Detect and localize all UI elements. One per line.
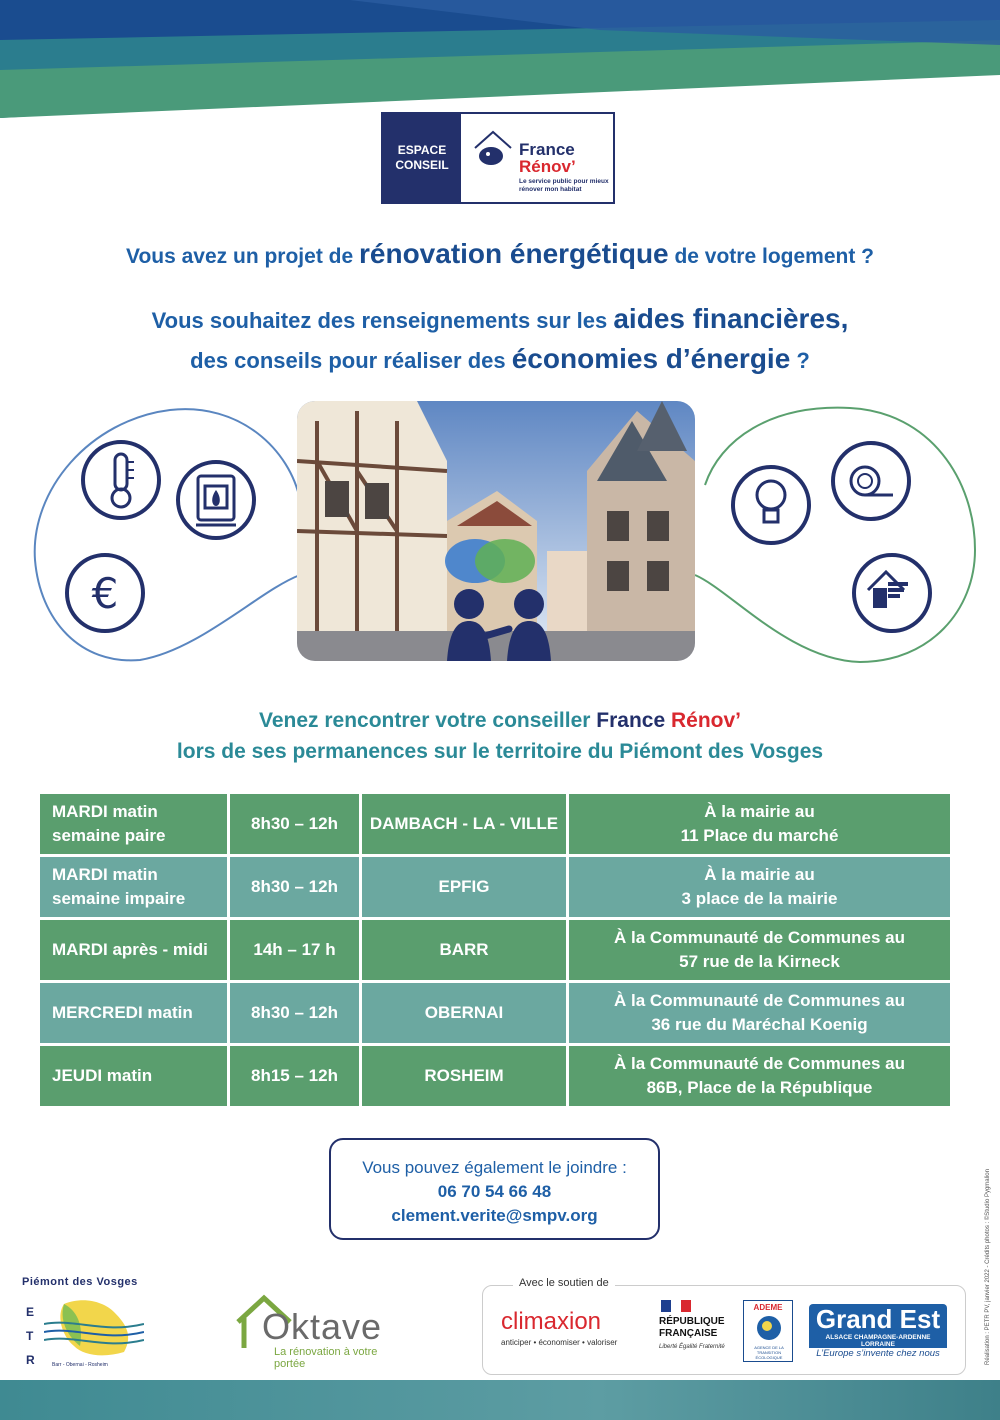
schedule-address: À la Communauté de Communes au 86B, Place de la République [569, 1046, 950, 1106]
photo-credit: Réalisation : PETR PV, janvier 2022 - Crédits photos : ©Studio Pygmalion [985, 1169, 991, 1365]
lightbulb-icon [733, 467, 809, 543]
ademe-globe-icon [756, 1315, 782, 1341]
espace-text: ESPACE [397, 143, 447, 157]
street-photo [297, 401, 695, 661]
grandest-subtitle: ALSACE CHAMPAGNE-ARDENNE LORRAINE [809, 1334, 947, 1348]
support-title: Avec le soutien de [513, 1277, 615, 1289]
schedule-day: MARDI après - midi [40, 920, 227, 980]
headline-renovation [0, 238, 1000, 270]
petr-subtitle: Barr - Obernai - Rosheim [52, 1362, 108, 1368]
grandest-motto: L’Europe s’invente chez nous [816, 1348, 940, 1359]
schedule-time: 8h30 – 12h [230, 794, 359, 854]
petr-letters: E T R [26, 1305, 35, 1367]
ademe-logo: ADEME AGENCE DE LA TRANSITION ÉCOLOGIQUE [743, 1300, 793, 1362]
schedule-day: MERCREDI matin [40, 983, 227, 1043]
schedule-city: BARR [362, 920, 566, 980]
schedule-day: JEUDI matin [40, 1046, 227, 1106]
oktave-logo [234, 1292, 404, 1370]
oktave-tagline: La rénovation à votre portée [274, 1346, 378, 1370]
schedule-day: MARDI matin semaine impaire [40, 857, 227, 917]
oktave-word: Oktave [262, 1306, 383, 1347]
house-energy-label-icon [854, 555, 930, 631]
france-text: France [519, 140, 575, 159]
schedule-city: OBERNAI [362, 983, 566, 1043]
schedule-time: 14h – 17 h [230, 920, 359, 980]
schedule-city: DAMBACH - LA - VILLE [362, 794, 566, 854]
schedule-row [40, 1046, 950, 1106]
headline-q2-line2-pre: des conseils pour réaliser des [190, 348, 512, 373]
invite-line1: Venez rencontrer votre conseiller [258, 709, 597, 732]
support-logos [482, 1277, 966, 1375]
schedule-address: À la mairie au 3 place de la mairie [569, 857, 950, 917]
schedule-time: 8h30 – 12h [230, 983, 359, 1043]
schedule-address: À la mairie au 11 Place du marché [569, 794, 950, 854]
schedule-address: À la Communauté de Communes au 57 rue de la Kirneck [569, 920, 950, 980]
bottom-decorative-band [0, 1380, 1000, 1420]
contact-phone[interactable]: 06 70 54 66 48 [437, 1182, 552, 1201]
headline-q2-line2-post: ? [790, 348, 810, 373]
headline-q2-emphasis: aides financières, [613, 303, 849, 334]
schedule-day: MARDI matin semaine paire [40, 794, 227, 854]
headline-aides [0, 300, 1000, 380]
climaxion-logo: climaxion [501, 1308, 602, 1335]
petr-title: Piémont des Vosges [22, 1276, 138, 1288]
espace-conseil-label [383, 114, 461, 202]
thermometer-icon [83, 442, 159, 518]
schedule-row [40, 920, 950, 980]
schedule-table [40, 794, 950, 1109]
schedule-time: 8h15 – 12h [230, 1046, 359, 1106]
house-logo-icon [471, 126, 515, 170]
stove-icon [178, 462, 254, 538]
schedule-row [40, 983, 950, 1043]
schedule-row [40, 857, 950, 917]
logo-tagline: Le service public pour mieux rénover mon habitat [519, 178, 609, 193]
schedule-time: 8h30 – 12h [230, 857, 359, 917]
euro-icon [67, 555, 143, 631]
france-renov-logo [381, 112, 615, 204]
schedule-city: EPFIG [362, 857, 566, 917]
french-flag-icon [661, 1300, 691, 1312]
climaxion-tagline: anticiper • économiser • valoriser [501, 1338, 618, 1347]
invite-line2: lors de ses permanences sur le territoire du Piémont des Vosges [176, 740, 824, 763]
headline-q1-pre: Vous avez un projet de [126, 245, 359, 268]
schedule-address: À la Communauté de Communes au 36 rue du Maréchal Koenig [569, 983, 950, 1043]
contact-intro: Vous pouvez également le joindre : [362, 1158, 627, 1177]
contact-email[interactable]: clement.verite@smpv.org [391, 1206, 598, 1225]
top-decorative-band [0, 0, 1000, 130]
invite-renov: Rénov’ [671, 709, 742, 732]
headline-q1-emphasis: rénovation énergétique [359, 238, 669, 269]
republique-francaise: RÉPUBLIQUE FRANÇAISE [659, 1316, 725, 1339]
invitation-text [0, 705, 1000, 767]
schedule-city: ROSHEIM [362, 1046, 566, 1106]
republique-motto: Liberté Égalité Fraternité [659, 1344, 725, 1350]
conseil-text: CONSEIL [395, 158, 449, 172]
svg-text:€: € [91, 569, 119, 618]
grandest-logo: Grand Est [809, 1304, 947, 1346]
invite-france: France [596, 709, 666, 732]
contact-box [329, 1138, 660, 1240]
schedule-row [40, 794, 950, 854]
petr-logo [22, 1276, 152, 1372]
renov-text: Rénov’ [519, 157, 576, 176]
insulation-roll-icon [833, 443, 909, 519]
headline-q2-pre: Vous souhaitez des renseignements sur les [151, 308, 614, 333]
petr-map-icon [44, 1294, 144, 1360]
headline-q2-line2-emphasis: économies d’énergie [511, 343, 791, 374]
headline-q1-post: de votre logement ? [668, 245, 874, 268]
